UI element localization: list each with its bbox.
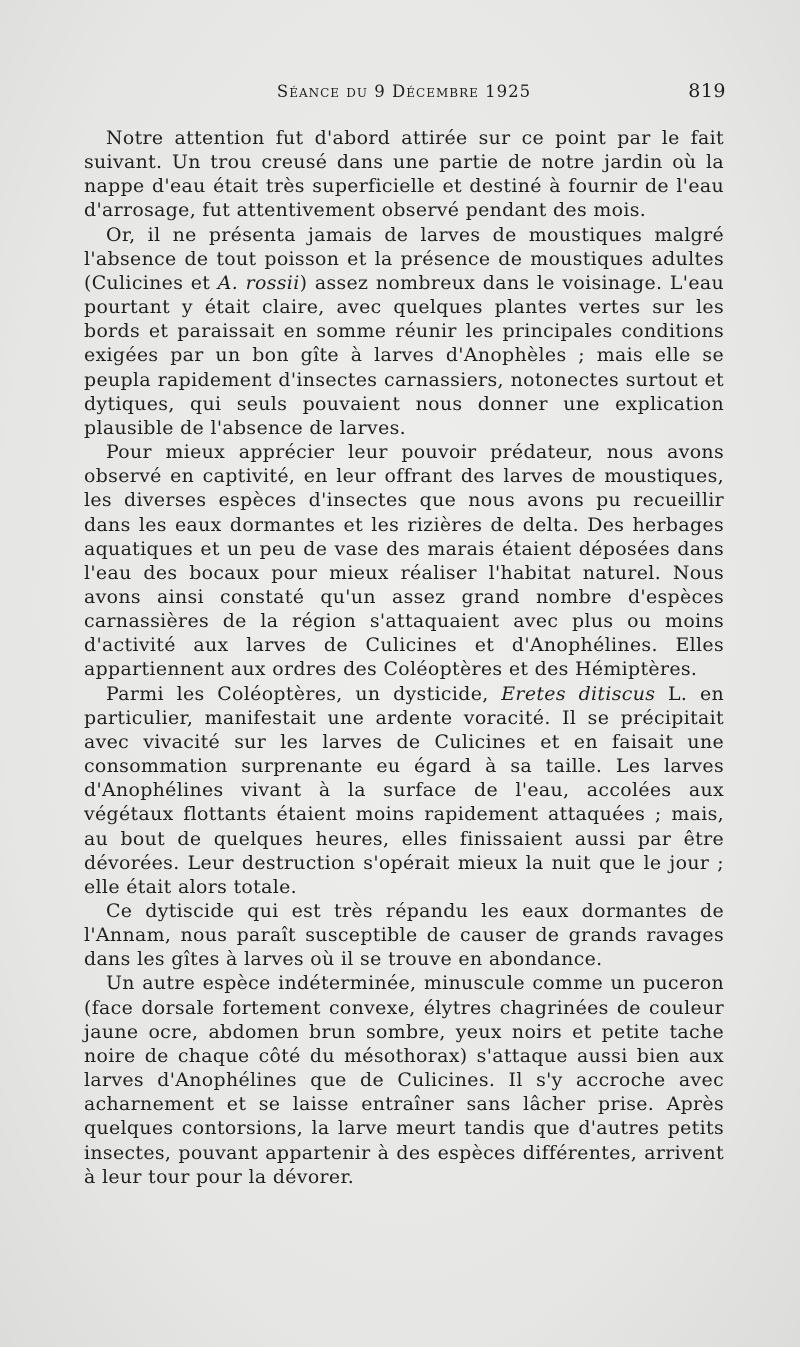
paragraph-2-text-a: Or, il ne présenta jamais de larves de moustiques malgré l'absence de tout poisson et la présence de moustiques adultes (Culicines et: [84, 223, 724, 294]
paragraph-3: Pour mieux apprécier leur pouvoir prédateur, nous avons observé en captivité, en leur offrant des larves de moustiques, les diverses espèces d'insectes que nous avons pu recueillir dans les eaux dormantes et les rizières de delta. Des herbages aquatiques et un peu de vase des marais étaient déposées dans l'eau des bocaux pour mieux réaliser l'habitat naturel. Nous avons ainsi constaté qu'un assez grand nombre d'espèces carnassières de la région s'attaquaient avec plus ou moins d'activité aux larves de Culicines et d'Anophélines. Elles appartiennent aux ordres des Coléoptères et des Hémiptères.: [84, 441, 724, 681]
paragraph-6: Un autre espèce indéterminée, minuscule comme un puceron (face dorsale fortement convexe, élytres chagrinées de couleur jaune ocre, abdomen brun sombre, yeux noirs et petite tache noire de chaque côté du mésothorax) s'attaque aussi bien aux larves d'Anophélines que de Culicines. Il s'y accroche avec acharnement et se laisse entraîner sans lâcher prise. Après quelques contorsions, la larve meurt tandis que d'autres petits insectes, pouvant appartenir à des espèces différentes, arrivent à leur tour pour la dévorer.: [84, 972, 724, 1188]
paragraph-1: Notre attention fut d'abord attirée sur ce point par le fait suivant. Un trou creusé dans une partie de notre jardin où la nappe d'eau était très superficielle et destiné à fournir de l'eau d'arrosage, fut attentivement observé pendant des mois.: [84, 127, 724, 222]
page-header: [84, 76, 724, 116]
paragraph-2: [84, 223, 724, 440]
page-number: 819: [688, 80, 726, 102]
species-name-eretes-ditiscus: Eretes ditiscus: [501, 682, 656, 705]
paragraph-5: Ce dytiscide qui est très répandu les eaux dormantes de l'Annam, nous paraît susceptible de causer de grands ravages dans les gîtes à larves où il se trouve en abondance.: [84, 900, 724, 971]
paragraph-4-text-a: Parmi les Coléoptères, un dysticide,: [106, 682, 502, 705]
paragraph-4: [84, 682, 724, 899]
paragraph-4-text-b: L. en particulier, manifestait une ardente voracité. Il se précipitait avec vivacité sur les larves de Culicines et en faisait une consommation surprenante eu égard à sa taille. Les larves d'Anophélines vivant à la surface de l'eau, accolées aux végétaux flottants étaient moins rapidement attaquées ; mais, au bout de quelques heures, elles finissaient aussi par être dévorées. Leur destruction s'opérait mieux la nuit que le jour ; elle était alors totale.: [84, 682, 724, 898]
running-head: Séance du 9 Décembre 1925: [276, 82, 532, 101]
paragraph-2-text-b: ) assez nombreux dans le voisinage. L'eau pourtant y était claire, avec quelques plantes vertes sur les bords et paraissait en somme réunir les principales conditions exigées par un bon gîte à larves d'Anophèles ; mais elle se peupla rapidement d'insectes carnassiers, notonectes surtout et dytiques, qui seuls pouvaient nous donner une explication plausible de l'absence de larves.: [84, 271, 724, 439]
body-text: [84, 126, 724, 1189]
species-name-a-rossii: A. rossii: [217, 271, 300, 294]
